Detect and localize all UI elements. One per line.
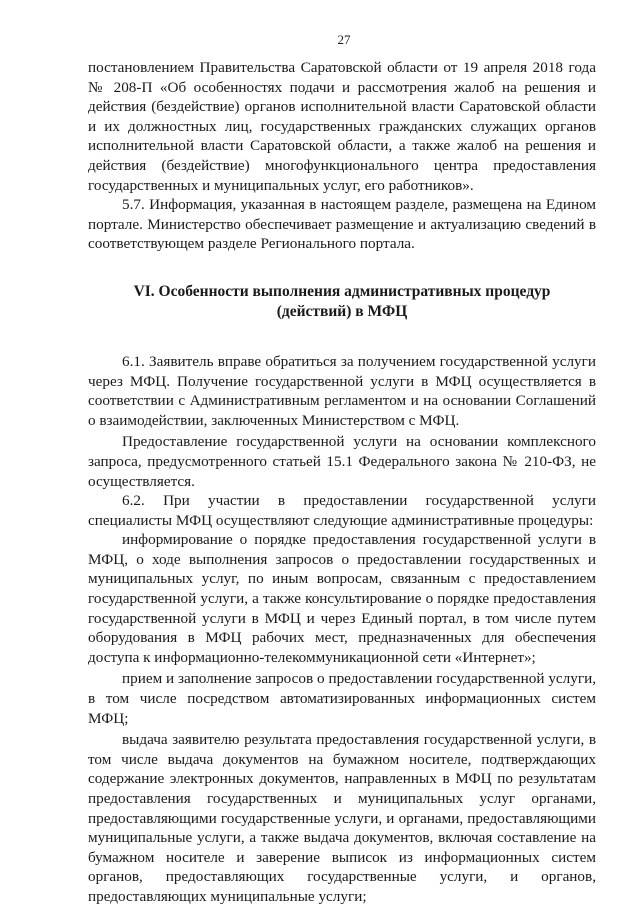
page-number: 27	[337, 32, 351, 47]
paragraph-6-1: 6.1. Заявитель вправе обратиться за получением государственной услуги через МФЦ. Получение государственной услуги в МФЦ осуществляется в соответствии с Административным регламентом и на основании Соглашений о взаимодействии, заключенных Министерством с МФЦ.	[88, 352, 596, 429]
paragraph-continuation: постановлением Правительства Саратовской области от 19 апреля 2018 года № 208-П «Об особенностях подачи и рассмотрения жалоб на решения и действия (бездействие) органов исполнительной власти Саратовской области и их должностных лиц, государственных гражданских служащих органов исполнительной власти Саратовской области, а также жалоб на решения и действия (бездействие) многофункционального центра предоставления государственных и муниципальных услуг, его работников».	[88, 59, 596, 194]
paragraph-6-2: 6.2. При участии в предоставлении государственной услуги специалисты МФЦ осуществляют следующие административные процедуры:	[88, 492, 596, 529]
paragraph-complex-request: Предоставление государственной услуги на основании комплексного запроса, предусмотренного статьей 15.1 Федерального закона № 210-ФЗ, не осуществляется.	[88, 433, 596, 490]
paragraph-informing: информирование о порядке предоставления государственной услуги в МФЦ, о ходе выполнения запросов о предоставлении государственных и муниципальных услуг, по иным вопросам, связанным с предоставлением государственной услуги, а также консультирование о порядке предоставления государственной услуги в МФЦ и через Единый портал, в том числе путем оборудования в МФЦ рабочих мест, предназначенных для обеспечения доступа к информационно-телекоммуникационной сети «Интернет»;	[88, 531, 596, 666]
paragraph-reception: прием и заполнение запросов о предоставлении государственной услуги, в том числе посредством автоматизированных информационных систем МФЦ;	[88, 670, 596, 727]
section-heading: VI. Особенности выполнения административных процедур (действий) в МФЦ	[133, 282, 551, 320]
paragraph-5-7: 5.7. Информация, указанная в настоящем разделе, размещена на Едином портале. Министерство обеспечивает размещение и актуализацию сведений в соответствующем разделе Регионального портала.	[88, 196, 596, 253]
paragraph-issuance: выдача заявителю результата предоставления государственной услуги, в том числе выдача документов на бумажном носителе, подтверждающих содержание электронных документов, направленных в МФЦ по результатам предоставления государственных и муниципальных услуг органами, предоставляющими государственные услуги, и органами, предоставляющими муниципальные услуги, а также выдача документов, включая составление на бумажном носителе и заверение выписок из информационных систем органов, предоставляющих государственные услуги, и органов, предоставляющих муниципальные услуги;	[88, 731, 596, 905]
